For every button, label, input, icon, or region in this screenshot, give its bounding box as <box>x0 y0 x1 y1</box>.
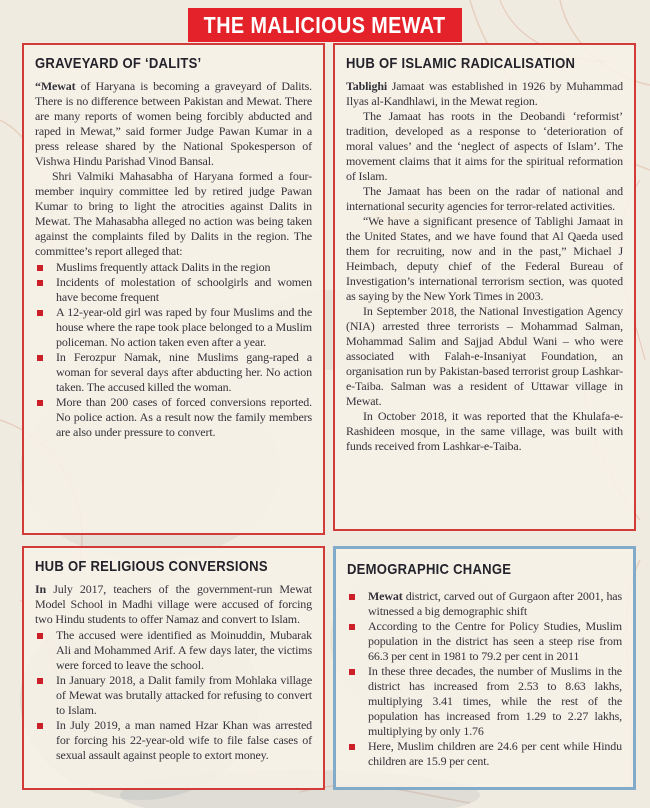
paragraph: The Jamaat has been on the radar of national and international security agencies for terror-related activities. <box>346 184 623 213</box>
paragraph: The Jamaat has roots in the Deobandi ‘reformist’ tradition, developed as a response to ‘deterioration of moral values’ and the ‘neglect of aspects of Islam’. The movement claims that it aims for the spiritual reformation of Islam. <box>346 109 623 183</box>
bullet-list <box>35 628 312 763</box>
lead-word: “Mewat <box>35 79 76 93</box>
paragraph: Tablighi Jamaat was established in 1926 by Muhammad Ilyas al-Kandhlawi, in the Mewat region. <box>346 79 623 108</box>
bullet-item: In January 2018, a Dalit family from Mohlaka village of Mewat was brutally attacked for refusing to convert to Islam. <box>35 673 312 718</box>
bullet-item: Incidents of molestation of schoolgirls and women have become frequent <box>35 275 312 305</box>
bullet-square-icon <box>349 594 355 600</box>
section-hub-of-religious-conversions <box>22 546 325 790</box>
bullet-square-icon <box>37 633 43 639</box>
bullet-item: In these three decades, the number of Muslims in the district has increased from 2.53 to 8.63 lakhs, multiplying 3.41 times, while the rest of the population has increased from 1.29 to 2.27 lakhs, multiplying by only 1.76 <box>347 664 622 739</box>
bullet-item: A 12-year-old girl was raped by four Muslims and the house where the rape took place belonged to a Muslim policeman. No action taken even after a year. <box>35 305 312 350</box>
section-heading: HUB OF ISLAMIC RADICALISATION <box>346 55 576 72</box>
bullet-square-icon <box>37 678 43 684</box>
bullet-list <box>35 260 312 440</box>
bullet-square-icon <box>37 723 43 729</box>
bullet-item: In Ferozpur Namak, nine Muslims gang-raped a woman for several days after abducting her. No action taken. The accused killed the woman. <box>35 350 312 395</box>
bullet-list <box>347 589 622 769</box>
bullet-item: The accused were identified as Moinuddin, Mubarak Ali and Mohammed Arif. A few days later, the victims were forced to leave the school. <box>35 628 312 673</box>
paragraph: In July 2017, teachers of the government-run Mewat Model School in Madhi village were accused of forcing two Hindu students to offer Namaz and convert to Islam. <box>35 582 312 626</box>
bullet-item: According to the Centre for Policy Studies, Muslim population in the district has seen a steep rise from 66.3 per cent in 1981 to 79.2 per cent in 2011 <box>347 619 622 664</box>
paragraph: Shri Valmiki Mahasabha of Haryana formed a four-member inquiry committee led by retired judge Pawan Kumar to bring to light the atrocities against Dalits in Mewat. The Mahasabha alleged no action was being taken against the complaints filed by Dalits in the region. The committee’s report alleged that: <box>35 169 312 258</box>
section-heading: DEMOGRAPHIC CHANGE <box>347 561 512 578</box>
paragraph: “Mewat of Haryana is becoming a graveyard of Dalits. There is no difference between Pakistan and Mewat. There are many reports of women being forcibly abducted and raped in Mewat,” said former Judge Pawan Kumar in a press release shared by the National Spokesperson of Vishwa Hindu Parishad Vinod Bansal. <box>35 79 312 168</box>
paragraph: In September 2018, the National Investigation Agency (NIA) arrested three terrorists – Mohammad Salman, Mohammad Salim and Sajjad Abdul Wani – who were associated with Falah-e-Insaniyat Foundation, an organisation run by Pakistan-based terrorist group Lashkar-e-Taiba. Salman was a resident of Uttawar village in Mewat. <box>346 304 623 408</box>
bullet-square-icon <box>37 280 43 286</box>
section-heading: GRAVEYARD OF ‘DALITS’ <box>35 55 202 72</box>
page-title-banner <box>188 8 462 42</box>
bullet-square-icon <box>37 265 43 271</box>
lead-word: Mewat <box>368 589 403 603</box>
section-hub-of-islamic-radicalisation <box>333 43 636 531</box>
bullet-square-icon <box>37 355 43 361</box>
paragraph: In October 2018, it was reported that the Khulafa-e-Rashideen mosque, in the same village, was built with funds received from Lashkar-e-Taiba. <box>346 409 623 453</box>
bullet-square-icon <box>37 310 43 316</box>
bullet-item: Mewat district, carved out of Gurgaon after 2001, has witnessed a big demographic shift <box>347 589 622 619</box>
page-title: THE MALICIOUS MEWAT <box>204 11 446 38</box>
lead-word: Tablighi <box>346 79 388 93</box>
bullet-square-icon <box>37 400 43 406</box>
bullet-item: More than 200 cases of forced conversions reported. No police action. As a result now the family members are also under pressure to convert. <box>35 395 312 440</box>
section-heading: HUB OF RELIGIOUS CONVERSIONS <box>35 558 268 575</box>
content-grid <box>22 43 636 790</box>
paragraph: “We have a significant presence of Tablighi Jamaat in the United States, and we have found that Al Qaeda used them for recruiting, now and in the past,” Michael J Heimbach, deputy chief of the Federal Bureau of Investigation’s international terrorism section, was quoted as saying by the New York Times in 2003. <box>346 214 623 303</box>
bullet-square-icon <box>349 669 355 675</box>
section-demographic-change <box>333 546 636 790</box>
bullet-item: Here, Muslim children are 24.6 per cent while Hindu children are 15.9 per cent. <box>347 739 622 769</box>
bullet-item: In July 2019, a man named Hzar Khan was arrested for forcing his 22-year-old wife to file false cases of sexual assault against people to extort money. <box>35 718 312 763</box>
bullet-square-icon <box>349 744 355 750</box>
lead-word: In <box>35 582 47 596</box>
section-graveyard-of-dalits <box>22 43 325 535</box>
bullet-item: Muslims frequently attack Dalits in the region <box>35 260 312 275</box>
bullet-square-icon <box>349 624 355 630</box>
